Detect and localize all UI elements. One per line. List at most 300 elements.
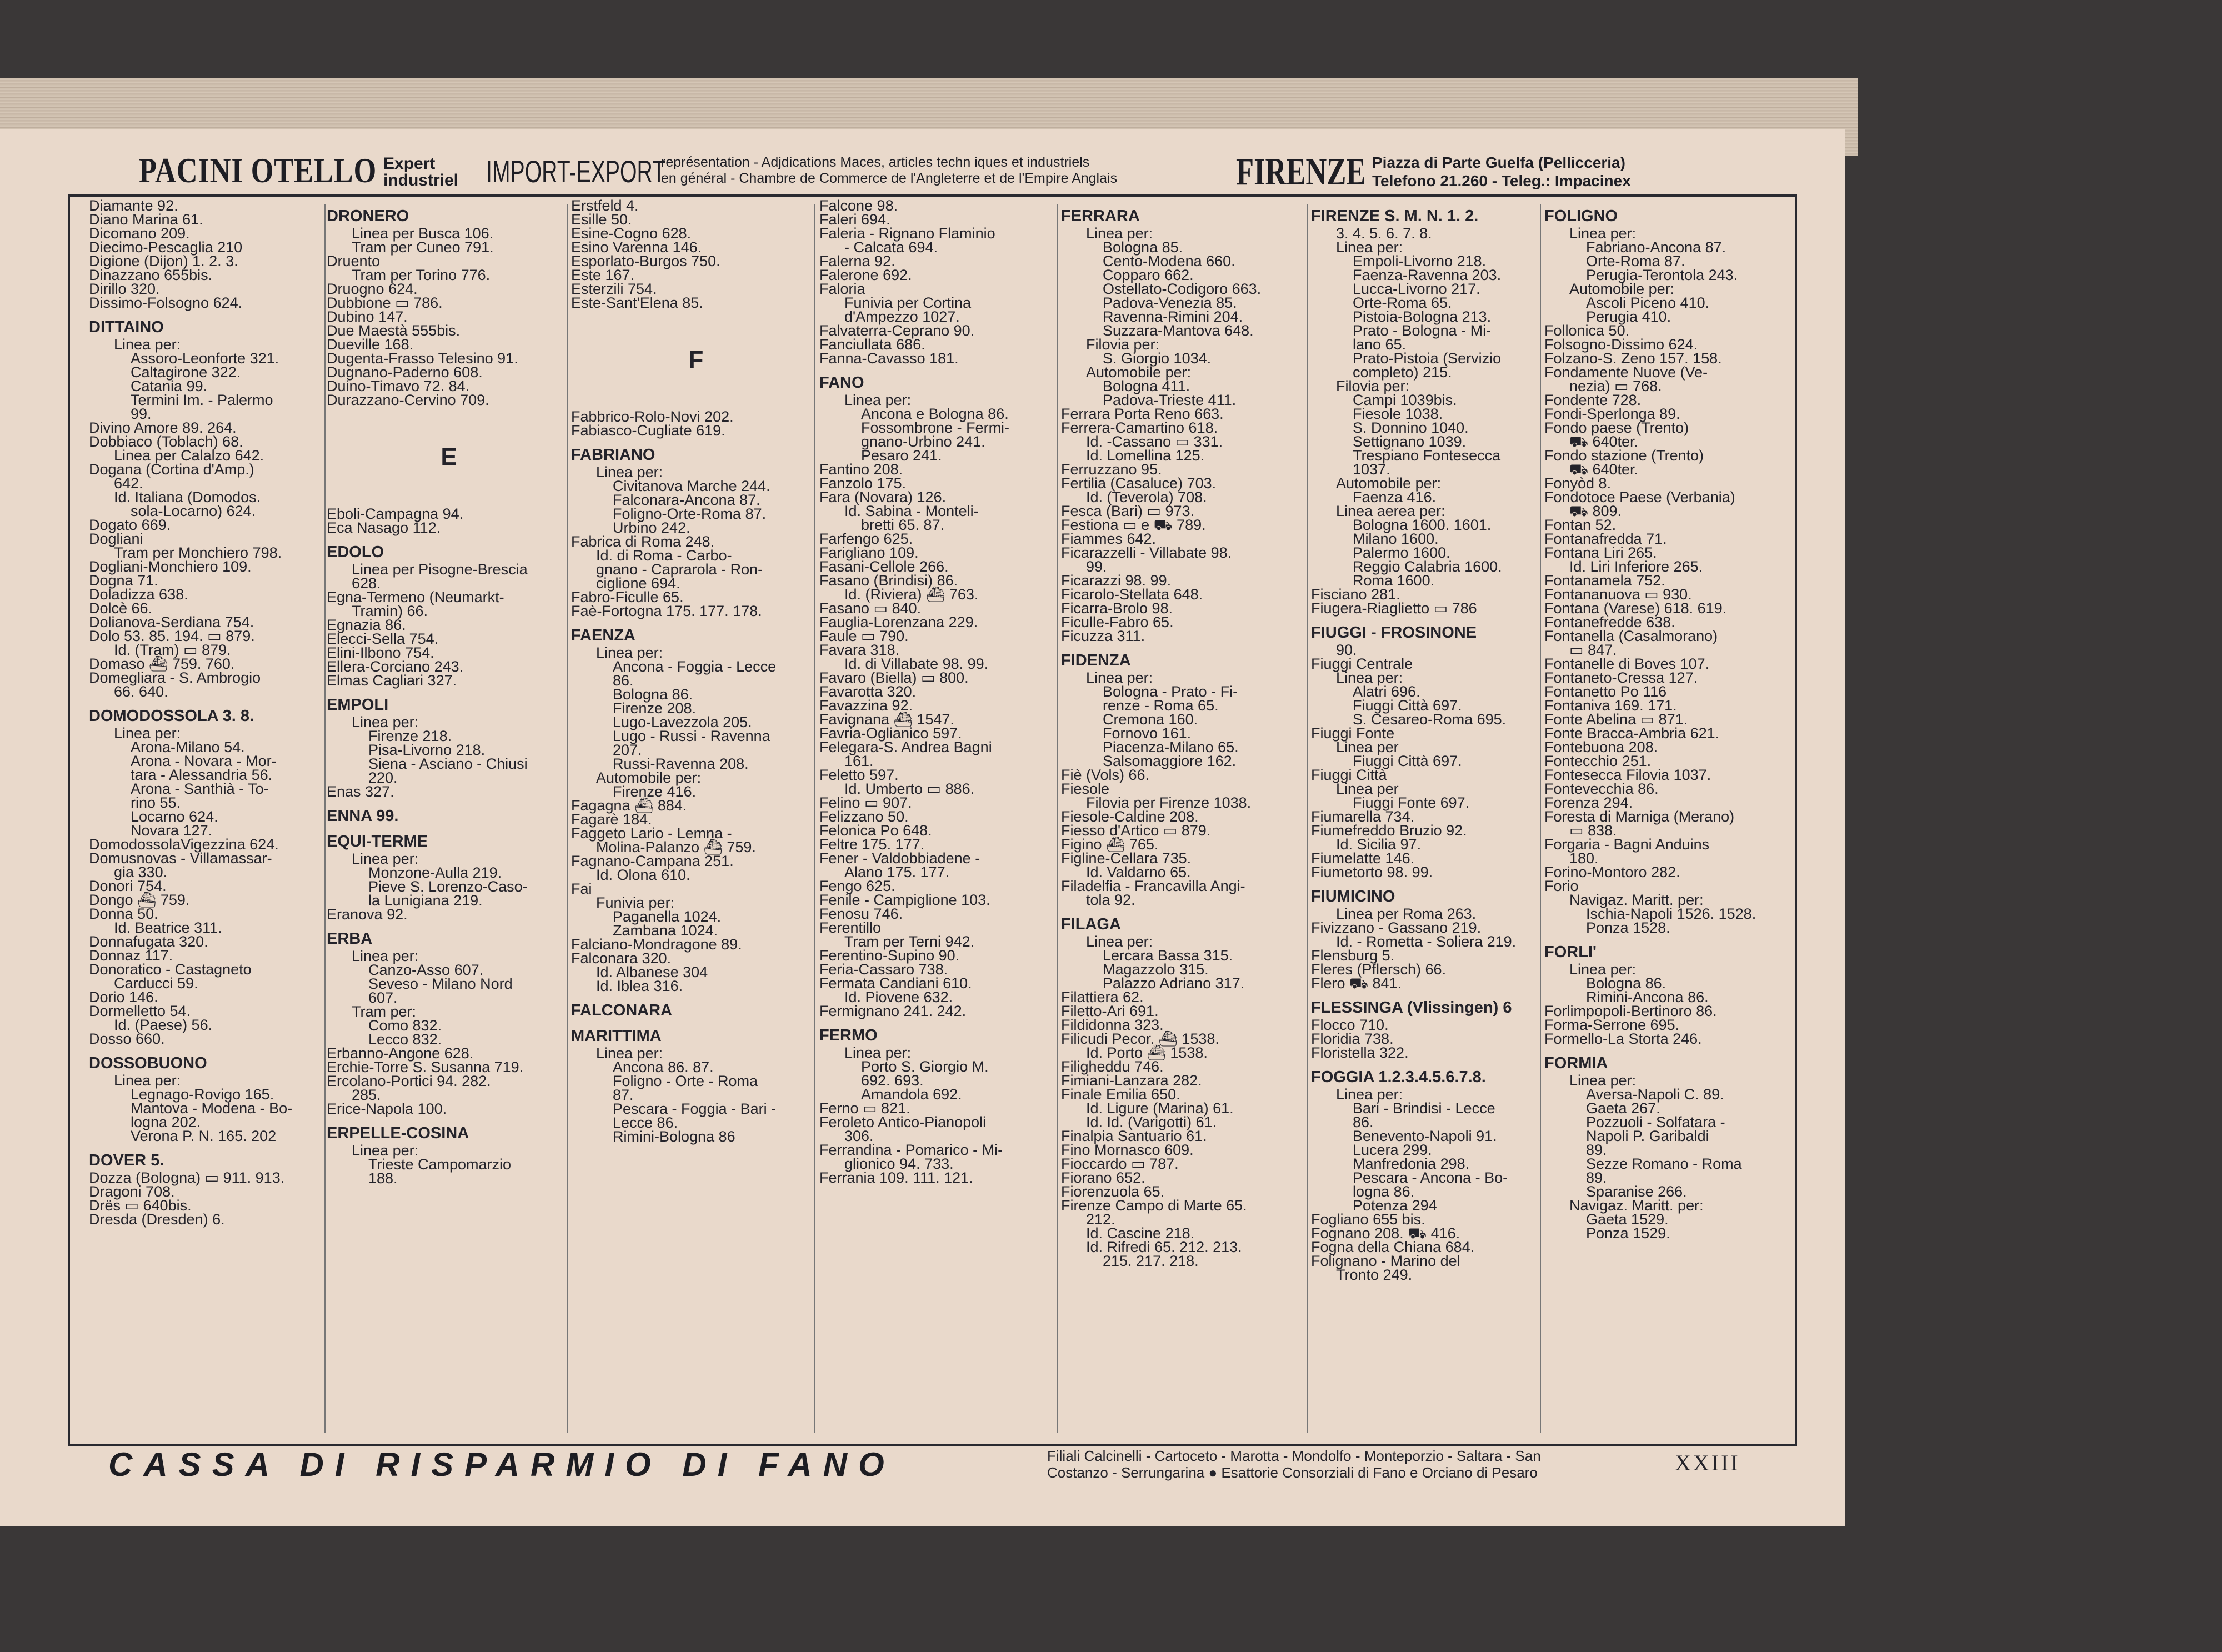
index-entry: Linea per: [114, 725, 181, 742]
index-entry: Porto S. Giorgio M. [861, 1058, 989, 1075]
address-line-2: Telefono 21.260 - Teleg.: Impacinex [1372, 172, 1631, 189]
index-entry: Fornovo 161. [1103, 725, 1192, 742]
index-entry: Id. Iblea 316. [596, 978, 683, 994]
index-entry: 99. [131, 406, 152, 422]
index-entry: Reggio Calabria 1600. [1353, 558, 1502, 575]
index-entry: Bologna - Prato - Fi- [1103, 683, 1238, 700]
index-column-4 [817, 199, 1067, 1441]
index-entry: Falerone 692. [819, 267, 912, 283]
index-entry: Ferentino-Supino 90. [819, 947, 960, 964]
index-entry: Egna-Termeno (Neumarkt- [327, 589, 504, 605]
index-entry: Fleres (Pflersch) 66. [1311, 961, 1447, 978]
index-entry: Fontanelle di Boves 107. [1544, 655, 1710, 672]
index-entry: Fabrica di Roma 248. [571, 533, 715, 550]
index-entry: Linea per: [844, 392, 912, 408]
index-entry: 99. [1086, 558, 1107, 575]
index-entry: DomodossolaVigezzina 624. [89, 836, 279, 853]
index-entry: ⛟ 640ter. [1569, 461, 1639, 478]
section-heading: FORMIA [1544, 1054, 1608, 1072]
company-address [1372, 153, 1631, 190]
index-entry: Firenze 208. [613, 700, 697, 717]
index-entry: Bari - Brindisi - Lecce [1353, 1100, 1495, 1117]
index-entry: Filicudi Pecor. ⛴ 1538. [1061, 1030, 1219, 1047]
index-entry: Fondente 728. [1544, 392, 1642, 408]
section-heading: FOGGIA 1.2.3.4.5.6.7.8. [1311, 1068, 1486, 1086]
index-entry: 161. [844, 753, 874, 769]
index-entry: Dueville 168. [327, 336, 414, 353]
index-entry: Folignano - Marino del [1311, 1253, 1460, 1269]
index-entry: Falerna 92. [819, 253, 895, 269]
index-entry: Feletto 597. [819, 767, 899, 783]
index-entry: Faè-Fortogna 175. 177. 178. [571, 603, 762, 619]
index-entry: Enas 327. [327, 783, 394, 800]
index-entry: Linea per: [1086, 225, 1153, 242]
index-entry: Arona - Novara - Mor- [131, 753, 277, 769]
index-entry: Fasano ▭ 840. [819, 600, 922, 617]
advert-header [139, 150, 1805, 198]
index-entry: Filovia per Firenze 1038. [1086, 794, 1252, 811]
index-entry: Filovia per: [1086, 336, 1160, 353]
index-entry: Fogna della Chiana 684. [1311, 1239, 1475, 1255]
index-entry: Linea per: [1336, 1086, 1403, 1103]
index-entry: Farigliano 109. [819, 544, 919, 561]
index-entry: Faleria - Rignano Flaminio [819, 225, 995, 242]
company-name: PACINI OTELLO [139, 151, 377, 190]
index-entry: Dissimo-Folsogno 624. [89, 294, 243, 311]
index-entry: Firenze 416. [613, 783, 697, 800]
index-entry: Id. Albanese 304 [596, 964, 708, 980]
index-entry: Fai [571, 880, 592, 897]
index-entry: 66. 640. [114, 683, 168, 700]
index-entry: Como 832. [368, 1017, 442, 1034]
index-entry: Egnazia 86. [327, 617, 406, 633]
index-entry: Fiuggi Città 697. [1353, 753, 1462, 769]
index-entry: Fondo stazione (Trento) [1544, 447, 1704, 464]
index-entry: ciglione 694. [596, 575, 680, 592]
index-entry: Flero ⛟ 841. [1311, 975, 1402, 992]
index-entry: Monzone-Aulla 219. [368, 864, 502, 881]
index-entry: bretti 65. 87. [861, 517, 945, 533]
index-entry: Linea per Pisogne-Brescia [352, 561, 528, 578]
index-entry: 86. [1353, 1114, 1374, 1130]
index-entry: Druogno 624. [327, 281, 418, 297]
index-entry: Diamante 92. [89, 199, 178, 214]
index-entry: Linea per [1336, 780, 1399, 797]
section-heading: MARITTIMA [571, 1027, 662, 1045]
section-heading: DOSSOBUONO [89, 1054, 207, 1072]
index-entry: Id. Sicilia 97. [1336, 836, 1422, 853]
index-entry: ⛟ 640ter. [1569, 433, 1639, 450]
index-entry: la Lunigiana 219. [368, 892, 483, 909]
index-entry: Ficarazzi 98. 99. [1061, 572, 1172, 589]
index-entry: Fabriano-Ancona 87. [1586, 239, 1726, 256]
index-entry: Durazzano-Cervino 709. [327, 392, 489, 408]
branches-line-1: Filiali Calcinelli - Cartoceto - Marotta - Mondolfo - Monteporzio - Saltara - San [1047, 1448, 1541, 1464]
index-entry: Faleri 694. [819, 211, 890, 228]
index-entry: Erchie-Torre S. Susanna 719. [327, 1059, 524, 1075]
index-entry: Fontesecca Filovia 1037. [1544, 767, 1711, 783]
index-entry: Fioccardo ▭ 787. [1061, 1155, 1179, 1172]
index-entry: Alatri 696. [1353, 683, 1420, 700]
section-heading: EQUI-TERME [327, 833, 428, 850]
index-entry: 692. 693. [861, 1072, 924, 1089]
index-entry: Falconara-Ancona 87. [613, 492, 760, 508]
index-entry: Bologna 411. [1103, 378, 1190, 394]
index-entry: Ravenna-Rimini 204. [1103, 308, 1243, 325]
index-entry: 89. [1586, 1169, 1607, 1186]
company-qualification [383, 156, 458, 189]
index-entry: Ercolano-Portici 94. 282. [327, 1073, 491, 1089]
index-entry: Id. Ligure (Marina) 61. [1086, 1100, 1234, 1117]
index-entry: 306. [844, 1128, 874, 1144]
index-entry: Ferruzzano 95. [1061, 461, 1162, 478]
index-entry: Fontana Liri 265. [1544, 544, 1657, 561]
index-entry: S. Giorgio 1034. [1103, 350, 1212, 367]
index-entry: Fontanetto Po 116 [1544, 683, 1667, 700]
index-entry: Eboli-Campagna 94. [327, 505, 464, 522]
index-column-3 [569, 199, 821, 1441]
index-entry: Paganella 1024. [613, 908, 722, 925]
index-entry: Pesaro 241. [861, 447, 942, 464]
index-entry: 628. [352, 575, 381, 592]
index-entry: Falconara 320. [571, 950, 672, 967]
index-entry: Fermata Candiani 610. [819, 975, 972, 992]
index-entry: Pescara - Foggia - Bari - [613, 1100, 777, 1117]
index-entry: Bologna 1600. 1601. [1353, 517, 1492, 533]
index-entry: 188. [368, 1170, 398, 1187]
index-entry: Fabiasco-Cugliate 619. [571, 422, 725, 439]
index-entry: Ferno ▭ 821. [819, 1100, 910, 1117]
index-entry: Settignano 1039. [1353, 433, 1467, 450]
index-entry: Ficarra-Brolo 98. [1061, 600, 1173, 617]
index-entry: Fauglia-Lorenzana 229. [819, 614, 978, 630]
index-entry: Fontana (Varese) 618. 619. [1544, 600, 1727, 617]
index-entry: 642. [114, 475, 143, 492]
index-entry: Prato - Bologna - Mi- [1353, 322, 1492, 339]
index-entry: Id. Umberto ▭ 886. [844, 780, 975, 797]
index-entry: Fiumetorto 98. 99. [1311, 864, 1433, 880]
index-entry: Ancona 86. 87. [613, 1059, 714, 1075]
index-entry: Suzzara-Mantova 648. [1103, 322, 1254, 339]
index-entry: Lecce 86. [613, 1114, 678, 1131]
index-entry: 285. [352, 1087, 381, 1103]
index-entry: Linea aerea per: [1336, 503, 1445, 519]
index-entry: Elmas Cagliari 327. [327, 672, 457, 689]
index-entry: Ostellato-Codigoro 663. [1103, 281, 1262, 297]
index-entry: Verona P. N. 165. 202 [131, 1128, 277, 1144]
index-entry: Formello-La Storta 246. [1544, 1030, 1702, 1047]
qualification-line-2: industriel [383, 171, 459, 189]
index-entry: Linea per: [1336, 669, 1403, 686]
index-entry: Prato-Pistoia (Servizio [1353, 350, 1502, 367]
index-entry: Fengo 625. [819, 878, 895, 894]
index-entry: Dozza (Bologna) ▭ 911. 913. [89, 1169, 285, 1186]
index-entry: Fondotoce Paese (Verbania) [1544, 489, 1735, 505]
index-entry: Linea per: [1086, 933, 1153, 950]
index-entry: Favarotta 320. [819, 683, 917, 700]
index-entry: Padova-Trieste 411. [1103, 392, 1237, 408]
index-entry: Falcone 98. [819, 199, 898, 214]
index-entry: Faenza 416. [1353, 489, 1437, 505]
index-entry: Fonte Abelina ▭ 871. [1544, 711, 1688, 728]
index-entry: Fontaniva 169. 171. [1544, 697, 1677, 714]
index-entry: Id. (Paese) 56. [114, 1017, 213, 1033]
section-heading: FABRIANO [571, 446, 655, 464]
index-entry: Fontan 52. [1544, 517, 1617, 533]
index-entry: Favazzina 92. [819, 697, 913, 714]
index-entry: Foligno-Orte-Roma 87. [613, 505, 767, 522]
index-entry: Drës ▭ 640bis. [89, 1197, 192, 1214]
index-entry: Favria-Oglianico 597. [819, 725, 962, 742]
index-entry: Ferrandina - Pomarico - Mi- [819, 1142, 1003, 1158]
index-entry: Due Maestà 555bis. [327, 322, 461, 339]
index-entry: Ponza 1528. [1586, 919, 1670, 936]
index-entry: Fiuggi Centrale [1311, 655, 1413, 672]
index-entry: Linea per: [596, 464, 663, 480]
index-entry: tara - Alessandria 56. [131, 767, 273, 783]
index-entry: Id. Sabina - Monteli- [844, 503, 979, 519]
index-entry: 207. [613, 742, 642, 758]
index-entry: Linea per Busca 106. [352, 225, 494, 242]
index-entry: Esine-Cogno 628. [571, 225, 692, 242]
index-entry: Id. -Cassano ▭ 331. [1086, 433, 1223, 450]
index-entry: Ancona - Foggia - Lecce [613, 658, 777, 675]
index-entry: Civitanova Marche 244. [613, 478, 770, 494]
address-line-1: Piazza di Parte Guelfa (Pellicceria) [1372, 154, 1625, 171]
index-entry: 180. [1569, 850, 1599, 867]
section-heading: FAENZA [571, 627, 635, 644]
index-entry: gnano - Caprarola - Ron- [596, 561, 763, 578]
index-entry: Linea per: [352, 850, 419, 867]
index-entry: Id. Liri Inferiore 265. [1569, 558, 1703, 575]
index-entry: Automobile per: [1569, 281, 1675, 297]
section-heading: FILAGA [1061, 915, 1121, 933]
index-entry: Filovia per: [1336, 378, 1410, 394]
index-column-5 [1059, 199, 1314, 1441]
index-entry: Fiesole [1061, 780, 1110, 797]
index-entry: Feria-Cassaro 738. [819, 961, 948, 978]
index-entry: Dogna 71. [89, 572, 158, 589]
index-entry: Fanna-Cavasso 181. [819, 350, 959, 367]
index-entry: Fiumarella 734. [1311, 808, 1415, 825]
index-entry: Druento [327, 253, 381, 269]
index-column-6 [1309, 199, 1561, 1441]
index-entry: Fagagna ⛴ 884. [571, 797, 687, 814]
index-entry: Forlimpopoli-Bertinoro 86. [1544, 1003, 1717, 1019]
index-entry: Fiuggi Fonte 697. [1353, 794, 1470, 811]
index-entry: Fabbrico-Rolo-Novi 202. [571, 408, 734, 425]
index-entry: Fiorano 652. [1061, 1169, 1145, 1186]
index-entry: Tram per Terni 942. [844, 933, 975, 950]
index-entry: gia 330. [114, 864, 168, 880]
index-entry: Fiesole-Caldine 208. [1061, 808, 1199, 825]
company-city: FIRENZE [1236, 151, 1366, 193]
index-entry: Eca Nasago 112. [327, 519, 441, 536]
index-entry: Id. Cascine 218. [1086, 1225, 1195, 1241]
index-entry: Gaeta 1529. [1586, 1211, 1669, 1228]
index-entry: Siena - Asciano - Chiusi [368, 755, 528, 772]
index-entry: Favignana ⛴ 1547. [819, 711, 954, 728]
index-entry: Molina-Palanzo ⛴ 759. [596, 839, 756, 855]
index-entry: Assoro-Leonforte 321. [131, 350, 279, 367]
index-entry: Ascoli Piceno 410. [1586, 294, 1710, 311]
index-entry: Fantino 208. [819, 461, 903, 478]
index-entry: completo) 215. [1353, 364, 1452, 381]
index-entry: Forio [1544, 878, 1579, 894]
index-entry: Linea per: [1336, 239, 1403, 256]
index-entry: Linea per: [352, 714, 419, 730]
index-entry: Id. di Roma - Carbo- [596, 547, 732, 564]
index-entry: Bologna 86. [613, 686, 693, 703]
index-entry: Lercara Bassa 315. [1103, 947, 1233, 964]
index-entry: Dosso 660. [89, 1030, 165, 1047]
index-entry: Fiesole 1038. [1353, 406, 1443, 422]
index-entry: Faenza-Ravenna 203. [1353, 267, 1502, 283]
index-entry: Figline-Cellara 735. [1061, 850, 1192, 867]
index-entry: Falvaterra-Ceprano 90. [819, 322, 975, 339]
index-entry: Campi 1039bis. [1353, 392, 1457, 408]
index-entry: Linea per: [352, 948, 419, 964]
index-entry: Fiuggi Città 697. [1353, 697, 1462, 714]
index-entry: Pescara - Ancona - Bo- [1353, 1169, 1508, 1186]
index-entry: Mantova - Modena - Bo- [131, 1100, 293, 1117]
index-entry: Fildidonna 323. [1061, 1017, 1164, 1033]
index-entry: ⛟ 809. [1569, 503, 1622, 519]
index-entry: Fontanafredda 71. [1544, 530, 1667, 547]
index-entry: Funivia per Cortina [844, 294, 972, 311]
index-entry: Dobbiaco (Toblach) 68. [89, 433, 243, 450]
description-line-2: en général - Chambre de Commerce de l'Angleterre et de l'Empire Anglais [661, 171, 1118, 186]
index-entry: Esille 50. [571, 211, 632, 228]
index-entry: - Calcata 694. [844, 239, 938, 256]
index-entry: Linea per [1336, 739, 1399, 755]
index-entry: 86. [613, 672, 634, 689]
index-entry: Empoli-Livorno 218. [1353, 253, 1487, 269]
index-entry: ▭ 838. [1569, 822, 1617, 839]
section-heading: EMPOLI [327, 696, 389, 714]
index-entry: Id. Id. (Varigotti) 61. [1086, 1114, 1217, 1130]
index-entry: Fondamente Nuove (Ve- [1544, 364, 1708, 381]
index-entry: Catania 99. [131, 378, 208, 394]
index-entry: Fontanamela 752. [1544, 572, 1665, 589]
index-entry: Perugia 410. [1586, 308, 1671, 325]
index-entry: Id. (Riviera) ⛴ 763. [844, 586, 979, 603]
index-entry: Dinazzano 655bis. [89, 267, 213, 283]
index-entry: 87. [613, 1087, 634, 1103]
index-entry: Perugia-Terontola 243. [1586, 267, 1738, 283]
index-entry: Fontecchio 251. [1544, 753, 1652, 769]
page-number: XXIII [1675, 1450, 1740, 1475]
index-entry: Dubbione ▭ 786. [327, 294, 443, 311]
index-entry: Donoratico - Castagneto [89, 961, 252, 978]
index-column-1 [87, 199, 333, 1441]
index-entry: Este-Sant'Elena 85. [571, 294, 703, 311]
index-entry: Fertilia (Casaluce) 703. [1061, 475, 1217, 492]
index-entry: Tramin) 66. [352, 603, 428, 619]
index-entry: Russi-Ravenna 208. [613, 755, 749, 772]
index-entry: Tram per Monchiero 798. [114, 544, 282, 561]
index-entry: Fisciano 281. [1311, 586, 1400, 603]
index-entry: Dugenta-Frasso Telesino 91. [327, 350, 518, 367]
index-entry: Id. Olona 610. [596, 867, 690, 883]
index-entry: Linea per: [844, 1044, 912, 1061]
index-entry: Id. - Rometta - Soliera 219. [1336, 933, 1517, 950]
index-entry: Termini Im. - Palermo [131, 392, 273, 408]
index-entry: Ponza 1529. [1586, 1225, 1670, 1241]
index-entry: Linea per: [1086, 669, 1153, 686]
index-column-7 [1542, 199, 1789, 1441]
index-entry: Fontananuova ▭ 930. [1544, 586, 1692, 603]
index-entry: Fonte Bracca-Ambria 621. [1544, 725, 1720, 742]
index-entry: Fenosu 746. [819, 905, 903, 922]
index-entry: Id. Rifredi 65. 212. 213. [1086, 1239, 1242, 1255]
section-heading: DOVER 5. [89, 1152, 164, 1169]
index-entry: Tram per: [352, 1003, 417, 1020]
index-entry: rino 55. [131, 794, 181, 811]
index-entry: Fiugera-Riaglietto ▭ 786 [1311, 600, 1477, 617]
index-letter: E [441, 443, 457, 470]
index-entry: Ancona e Bologna 86. [861, 406, 1009, 422]
index-entry: Tram per Torino 776. [352, 267, 491, 283]
index-entry: Cento-Modena 660. [1103, 253, 1235, 269]
index-entry: Ficuzza 311. [1061, 628, 1145, 644]
index-entry: Domusnovas - Villamassar- [89, 850, 272, 867]
index-entry: Esterzili 754. [571, 281, 657, 297]
index-entry: Pisa-Livorno 218. [368, 742, 486, 758]
index-entry: Linea per: [596, 1045, 663, 1062]
index-entry: Fasani-Cellole 266. [819, 558, 949, 575]
index-entry: Locarno 624. [131, 808, 218, 825]
index-entry: Donna 50. [89, 905, 158, 922]
index-entry: Dicomano 209. [89, 225, 190, 242]
index-entry: Fontevecchia 86. [1544, 780, 1659, 797]
index-entry: Fara (Novara) 126. [819, 489, 947, 505]
index-entry: Fener - Valdobbiadene - [819, 850, 980, 867]
index-entry: Falciano-Mondragone 89. [571, 936, 742, 953]
index-entry: Sezze Romano - Roma [1586, 1155, 1742, 1172]
index-entry: Filadelfia - Francavilla Angi- [1061, 878, 1245, 894]
index-entry: Automobile per: [596, 769, 702, 786]
index-entry: Digione (Dijon) 1. 2. 3. [89, 253, 238, 269]
index-entry: 3. 4. 5. 6. 7. 8. [1336, 225, 1432, 242]
section-heading: DRONERO [327, 207, 409, 225]
index-entry: d'Ampezzo 1027. [844, 308, 960, 325]
qualification-line-1: Expert [383, 154, 436, 173]
index-letter: F [688, 346, 704, 373]
index-entry: Magazzolo 315. [1103, 961, 1209, 978]
index-entry: Trespiano Fontesecca [1353, 447, 1501, 464]
index-entry: Fesca (Bari) ▭ 973. [1061, 503, 1195, 519]
index-entry: Lugo-Lavezzola 205. [613, 714, 752, 730]
index-entry: Ficarolo-Stellata 648. [1061, 586, 1203, 603]
index-entry: Fognano 208. ⛟ 416. [1311, 1225, 1460, 1241]
index-entry: Id. Porto ⛴ 1538. [1086, 1044, 1208, 1061]
index-entry: Ferrania 109. 111. 121. [819, 1169, 973, 1186]
index-entry: Potenza 294 [1353, 1197, 1437, 1214]
index-entry: Faggeto Lario - Lemna - [571, 825, 732, 842]
index-entry: Felonica Po 648. [819, 822, 932, 839]
index-frame [68, 194, 1797, 1446]
index-entry: Erice-Napola 100. [327, 1100, 447, 1117]
index-entry: Benevento-Napoli 91. [1353, 1128, 1497, 1144]
index-entry: Dogana (Cortina d'Amp.) [89, 461, 254, 478]
index-entry: Padova-Venezia 85. [1103, 294, 1237, 311]
index-entry: Flensburg 5. [1311, 947, 1395, 964]
index-entry: Ficulle-Fabro 65. [1061, 614, 1174, 630]
index-entry: Eranova 92. [327, 906, 408, 923]
index-entry: Felino ▭ 907. [819, 794, 912, 811]
index-entry: Aversa-Napoli C. 89. [1586, 1086, 1724, 1103]
